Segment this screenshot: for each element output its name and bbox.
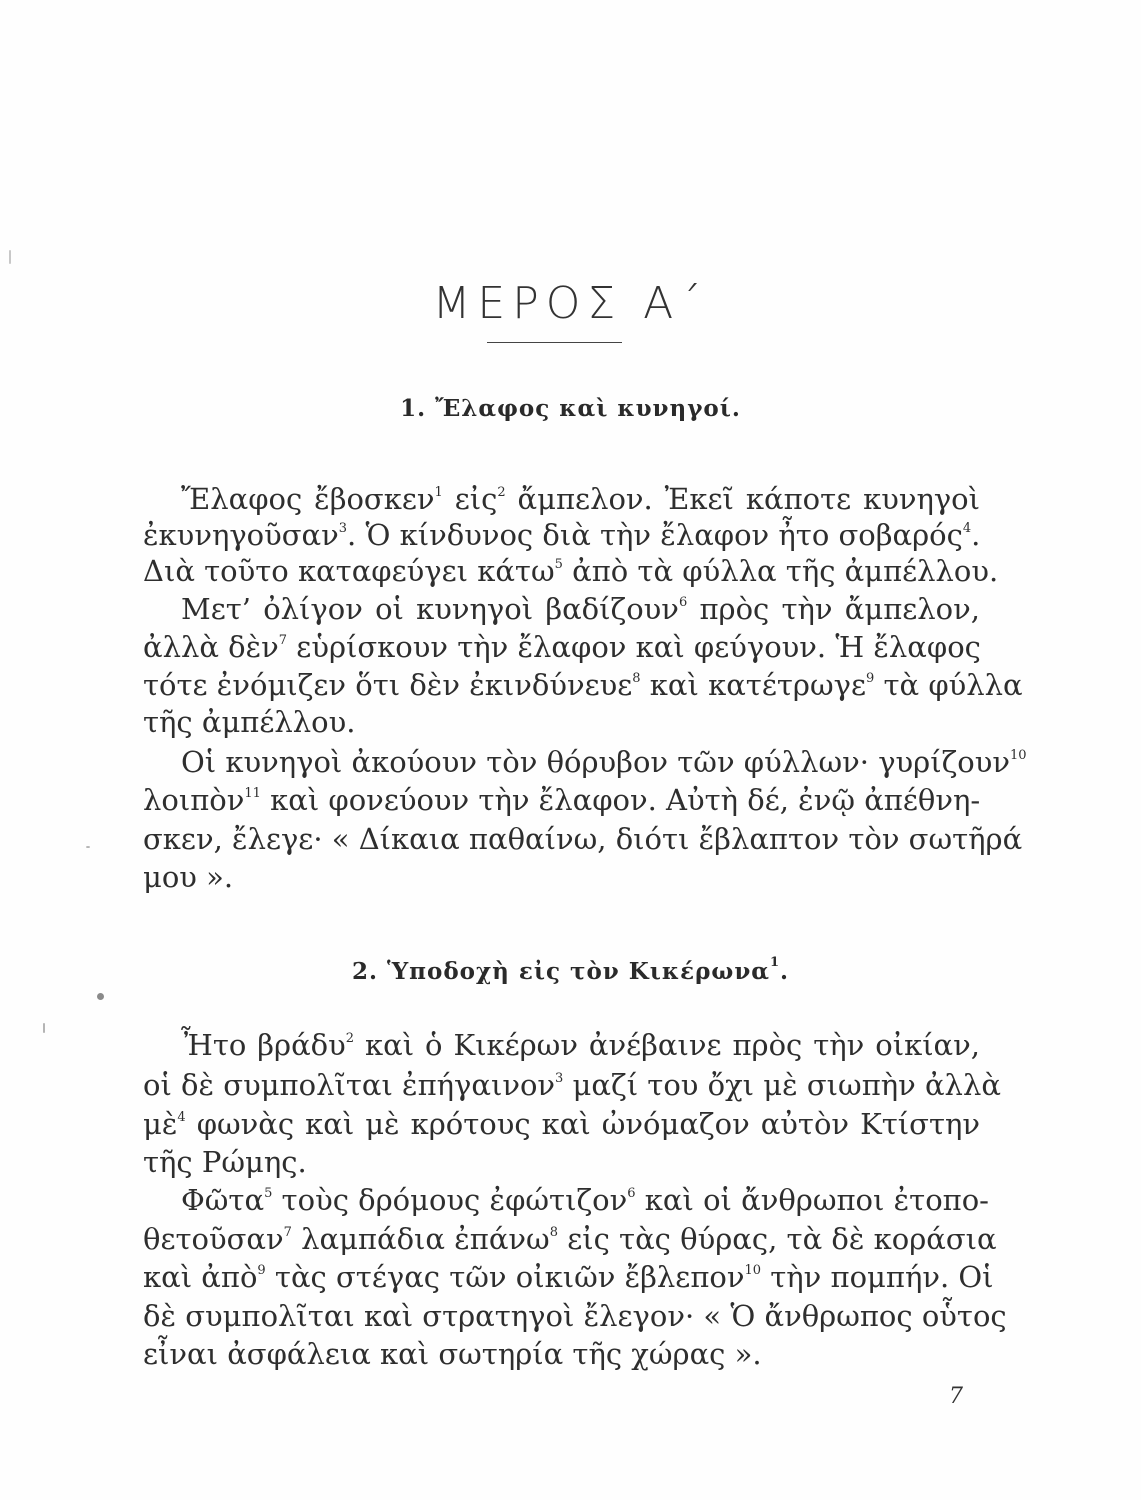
paragraph-line: λοιπὸν$^{11}$ καὶ φονεύουν τὴν ἔλαφον. Αὐτὴ δέ, ἐνῷ ἀπέθνη- [143, 783, 981, 817]
paragraph-line: σκεν, ἔλεγε· « Δίκαια παθαίνω, διότι ἔβλαπτον τὸν σωτῆρά [143, 822, 1023, 856]
paragraph-line: Οἱ κυνηγοὶ ἀκούουν τὸν θόρυβον τῶν φύλλων· γυρίζουν$^{10}$ [181, 745, 1027, 779]
paragraph-line: τῆς Ρώμης. [143, 1145, 307, 1179]
paragraph-line: καὶ ἀπὸ$^9$ τὰς στέγας τῶν οἰκιῶν ἔβλεπον$^{10}$ τὴν πομπήν. Οἱ [143, 1260, 994, 1294]
part-title: ΜΕΡΟΣ Α΄ [432, 278, 709, 329]
paragraph-line: Ἦτο βράδυ$^2$ καὶ ὁ Κικέρων ἀνέβαινε πρὸς τὴν οἰκίαν, [181, 1028, 980, 1062]
paragraph-line: θετοῦσαν$^7$ λαμπάδια ἐπάνω$^8$ εἰς τὰς θύρας, τὰ δὲ κοράσια [143, 1222, 997, 1256]
scan-speck [86, 846, 90, 848]
page-number: 7 [949, 1384, 963, 1409]
paragraph-line: ἀλλὰ δὲν$^7$ εὑρίσκουν τὴν ἔλαφον καὶ φεύγουν. Ἡ ἔλαφος [143, 630, 981, 664]
section-2-heading: 2. Ὑποδοχὴ εἰς τὸν Κικέρωνα$^1$. [351, 955, 790, 985]
paragraph-line: οἱ δὲ συμπολῖται ἐπήγαινον$^3$ μαζί του ὄχι μὲ σιωπὴν ἀλλὰ [143, 1068, 1001, 1102]
scan-speck [9, 250, 11, 264]
title-underline [487, 342, 622, 343]
paragraph-line: τῆς ἀμπέλλου. [143, 705, 356, 739]
paragraph-line: τότε ἐνόμιζεν ὅτι δὲν ἐκινδύνευε$^8$ καὶ κατέτρωγε$^9$ τὰ φύλλα [143, 668, 1023, 702]
paragraph-line: Μετ’ ὀλίγον οἱ κυνηγοὶ βαδίζουν$^6$ πρὸς τὴν ἄμπελον, [181, 592, 980, 626]
paragraph-line: εἶναι ἀσφάλεια καὶ σωτηρία τῆς χώρας ». [143, 1337, 762, 1371]
paragraph-line: δὲ συμπολῖται καὶ στρατηγοὶ ἔλεγον· « Ὁ ἄνθρωπος οὗτος [143, 1299, 1007, 1333]
section-1-heading: 1. Ἔλαφος καὶ κυνηγοί. [400, 395, 741, 422]
scan-speck [43, 1023, 45, 1033]
paragraph-line: Φῶτα$^5$ τοὺς δρόμους ἐφώτιζον$^6$ καὶ οἱ ἄνθρωποι ἐτοπο- [181, 1183, 989, 1217]
paragraph-line: μου ». [143, 860, 234, 894]
paragraph-line: Ἔλαφος ἔβοσκεν$^1$ εἰς$^2$ ἄμπελον. Ἐκεῖ κάποτε κυνηγοὶ [181, 482, 980, 516]
paragraph-line: ἐκυνηγοῦσαν$^3$. Ὁ κίνδυνος διὰ τὴν ἔλαφον ἦτο σοβαρός$^4$. [143, 518, 981, 552]
paragraph-line: Διὰ τοῦτο καταφεύγει κάτω$^5$ ἀπὸ τὰ φύλλα τῆς ἀμπέλλου. [143, 554, 999, 588]
paragraph-line: μὲ$^4$ φωνὰς καὶ μὲ κρότους καὶ ὠνόμαζον αὐτὸν Κτίστην [143, 1107, 980, 1141]
scan-speck [97, 993, 104, 1000]
